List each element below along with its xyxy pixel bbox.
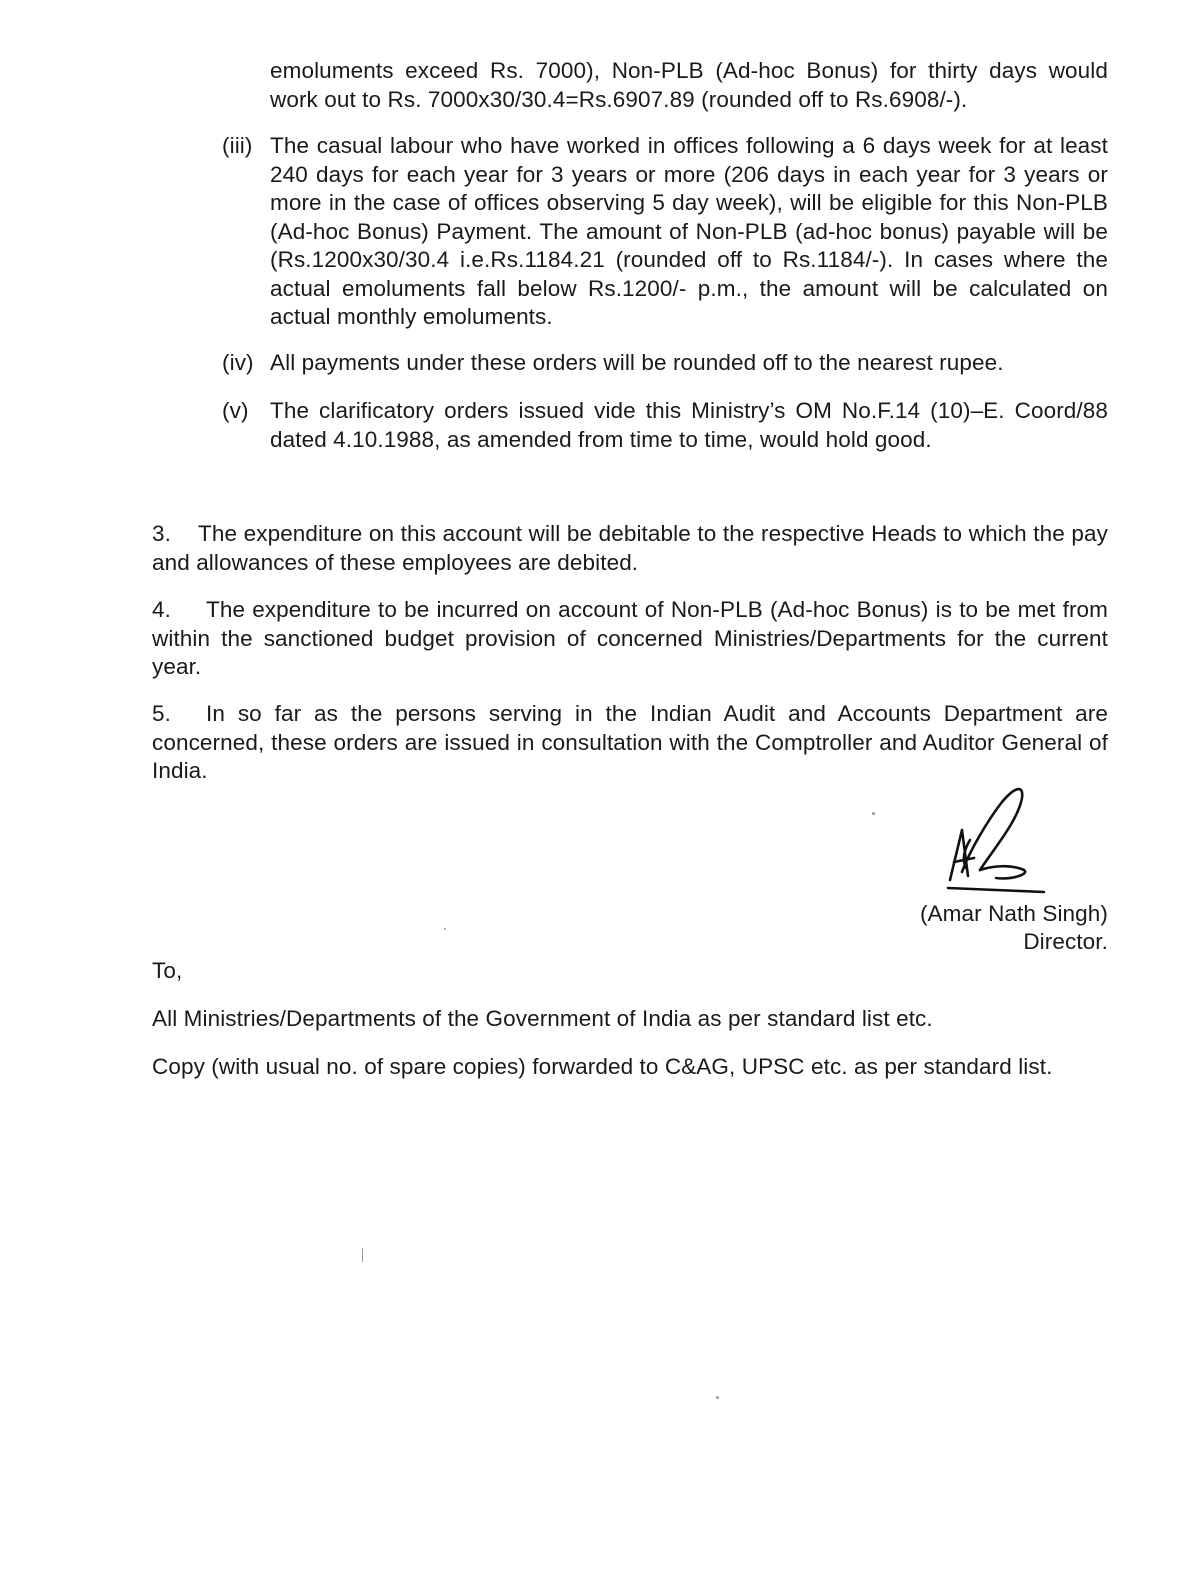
scan-speck <box>362 1248 363 1262</box>
copy-forwarded: Copy (with usual no. of spare copies) forwarded to C&AG, UPSC etc. as per standard list. <box>152 1054 1053 1079</box>
sub-item-number: (v) <box>222 398 249 423</box>
item-ii-continuation: emoluments exceed Rs. 7000), Non-PLB (Ad-hoc Bonus) for thirty days would work out to Rs. 7000x30/30.4=Rs.6907.89 (rounded off to Rs.6908/-). <box>270 58 1108 112</box>
signatory-name: (Amar Nath Singh) <box>919 901 1108 926</box>
paragraph-text: The expenditure on this account will be debitable to the respective Heads to which the pay and allowances of these employees are debited. <box>152 521 1108 575</box>
sub-item-text: The casual labour who have worked in offices following a 6 days week for at least 240 days for each year for 3 years or more (206 days in each year for 3 years or more in the case of offices observing 5 day week), will be eligible for this Non-PLB (Ad-hoc Bonus) Payment. The amount of Non-PLB (ad-hoc bonus) payable will be (Rs.1200x30/30.4 i.e.Rs.1184.21 (rounded off to Rs.1184/-). In cases where the actual emoluments fall below Rs.1200/- p.m., the amount will be calculated on actual monthly emoluments. <box>270 133 1108 329</box>
sub-item-v <box>222 397 1108 454</box>
sub-item-text: The clarificatory orders issued vide this Ministry’s OM No.F.14 (10)–E. Coord/88 dated 4.10.1988, as amended from time to time, would hold good. <box>270 398 1108 452</box>
scan-speck <box>716 1396 719 1399</box>
paragraph-4 <box>152 596 1108 682</box>
recipients: All Ministries/Departments of the Government of India as per standard list etc. <box>152 1006 933 1031</box>
paragraph-text: The expenditure to be incurred on account of Non-PLB (Ad-hoc Bonus) is to be met from within the sanctioned budget provision of concerned Ministries/Departments for the current year. <box>152 597 1108 679</box>
paragraph-number: 4. <box>152 597 171 622</box>
sub-item-text: All payments under these orders will be rounded off to the nearest rupee. <box>270 350 1004 375</box>
scan-speck <box>872 812 875 815</box>
sub-item-number: (iv) <box>222 350 254 375</box>
sub-item-iii <box>222 132 1108 332</box>
signature <box>940 780 1050 898</box>
to-label: To, <box>152 958 183 983</box>
paragraph-number: 5. <box>152 701 171 726</box>
paragraph-5 <box>152 700 1108 786</box>
paragraph-text: In so far as the persons serving in the Indian Audit and Accounts Department are concerned, these orders are issued in consultation with the Comptroller and Auditor General of India. <box>152 701 1108 783</box>
sub-item-iv <box>222 349 1108 378</box>
sub-item-number: (iii) <box>222 133 253 158</box>
paragraph-3 <box>152 520 1108 577</box>
scan-speck <box>444 928 446 930</box>
signatory-designation: Director. <box>1023 929 1108 954</box>
paragraph-number: 3. <box>152 521 171 546</box>
